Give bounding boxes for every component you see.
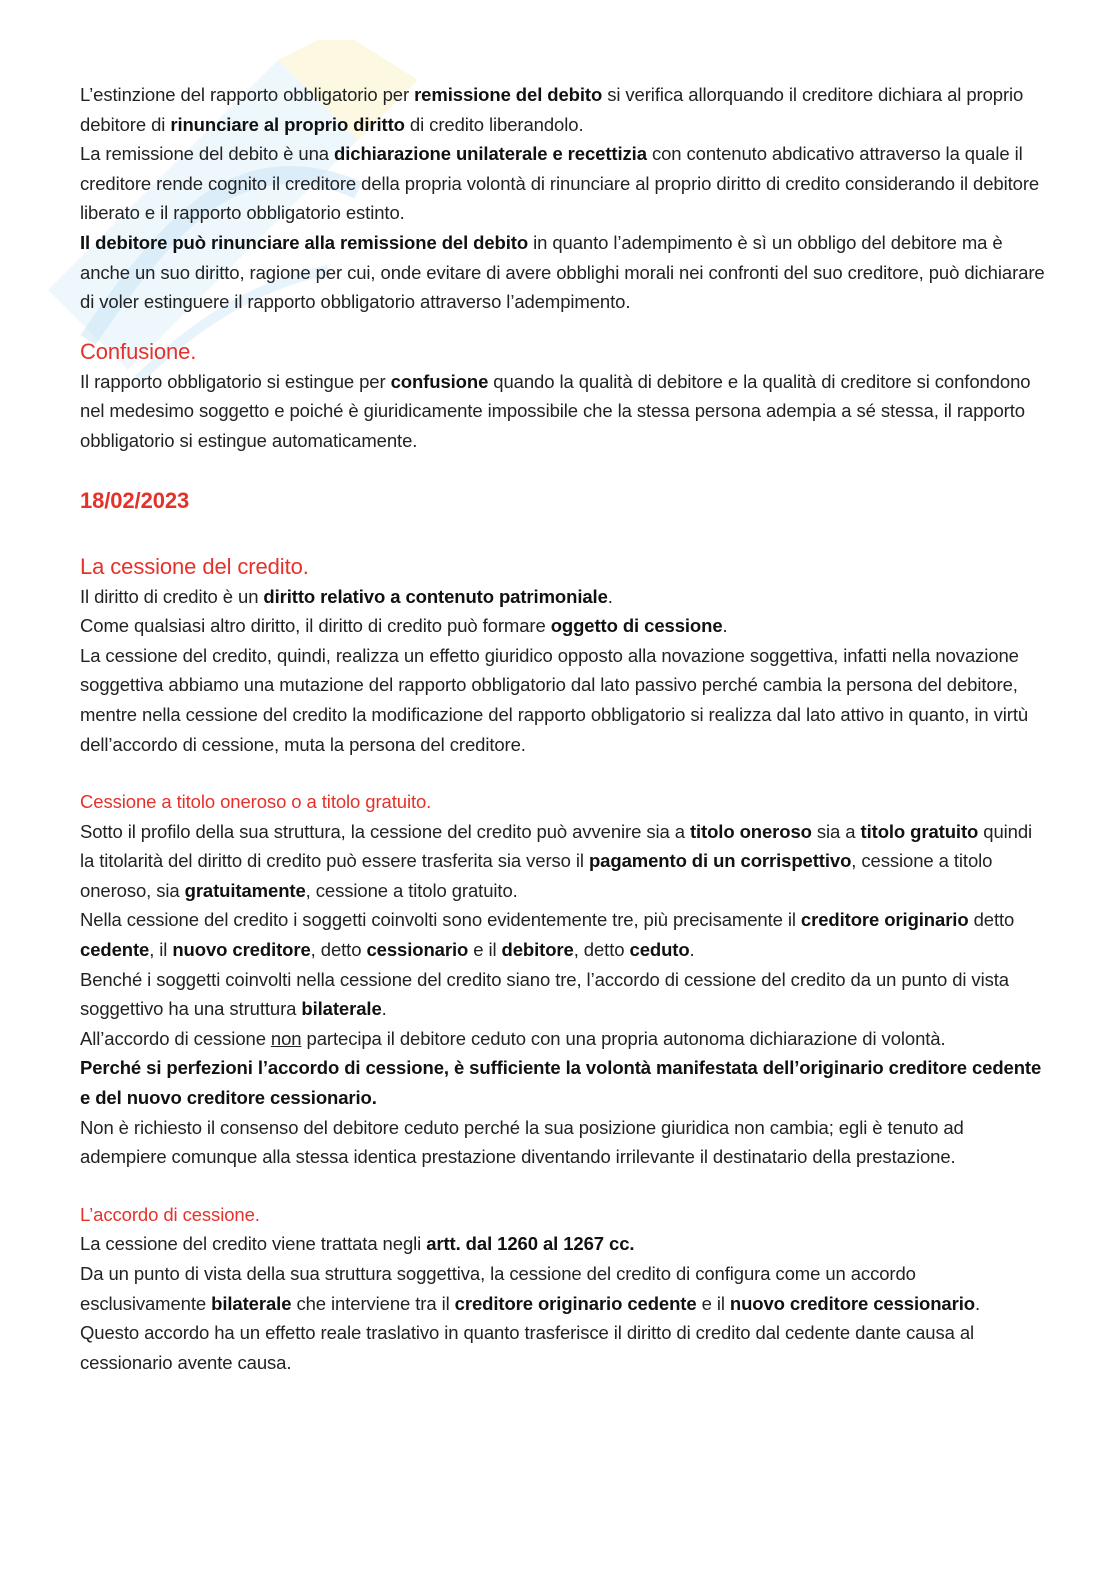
text-run: si verifica allorquando il creditore dichiara al proprio debitore di [80, 84, 1024, 135]
text-run: La cessione del credito viene trattata negli [80, 1233, 427, 1255]
paragraph-accordo-2 [80, 1259, 1046, 1318]
text-run: in quanto l’adempimento è sì un obbligo del debitore ma è anche un suo diritto, ragione per cui, onde evitare di avere obblighi morali nei confronti del suo creditore, può dichiarare di voler estinguere il rapporto obbligatorio attraverso l’adempimento. [80, 231, 1045, 313]
text-run: di credito liberandolo. [404, 113, 584, 135]
paragraph-remissione-1 [80, 80, 1046, 139]
bold-run: Perché si perfezioni l’accordo di cessione, è sufficiente la volontà manifestata dell’originario creditore cedente e del nuovo creditore cessionario. [80, 1057, 1042, 1109]
text-run: Questo accordo ha un effetto reale traslativo in quanto trasferisce il diritto di credito dal cedente dante causa al cessionario avente causa. [80, 1322, 975, 1373]
paragraph-titolo-6 [80, 1113, 1046, 1172]
paragraph-titolo-2 [80, 905, 1046, 964]
bold-run: titolo gratuito [860, 820, 979, 842]
bold-run: creditore originario cedente [454, 1292, 697, 1314]
bold-run: bilaterale [301, 998, 382, 1020]
text-run: . [974, 1292, 981, 1314]
text-run: quando la qualità di debitore e la qualità di creditore si confondono nel medesimo soggetto e poiché è giuridicamente impossibile che la stessa persona adempia a sé stessa, il rapporto obbligatorio si estingue automaticamente. [80, 370, 1031, 451]
paragraph-remissione-2 [80, 139, 1046, 228]
bold-run: cedente [80, 939, 150, 961]
bold-run: titolo oneroso [689, 820, 812, 842]
text-run: Non è richiesto il consenso del debitore ceduto perché la sua posizione giuridica non cambia; egli è tenuto ad adempiere comunque alla stessa identica prestazione diventando irrilevante il destinatario della prestazione. [80, 1116, 964, 1168]
bold-run: pagamento di un corrispettivo [588, 850, 852, 872]
paragraph-cessione-3 [80, 641, 1046, 759]
text-run: quindi la titolarità del diritto di credito può essere trasferita sia verso il [80, 820, 1033, 872]
text-run: . [607, 585, 613, 607]
bold-run: bilaterale [211, 1292, 292, 1314]
text-run: Sotto il profilo della sua struttura, la cessione del credito può avvenire sia a [80, 820, 690, 842]
text-run: detto [968, 909, 1015, 931]
bold-run: nuovo creditore [172, 939, 311, 961]
heading-accordo: L’accordo di cessione. [80, 1203, 260, 1225]
text-run: , detto [310, 939, 367, 961]
text-run: Il rapporto obbligatorio si estingue per [80, 370, 391, 392]
document-page [80, 80, 1046, 1377]
paragraph-titolo-5 [80, 1053, 1046, 1112]
underlined-run: non [270, 1027, 302, 1049]
text-run: , il [149, 939, 173, 961]
text-run: La remissione del debito è una [80, 143, 335, 165]
bold-run: gratuitamente [184, 879, 306, 901]
bold-run: rinunciare al proprio diritto [170, 113, 405, 135]
text-run: e il [468, 939, 502, 961]
text-run: All’accordo di cessione [80, 1027, 271, 1049]
paragraph-titolo-4 [80, 1024, 1046, 1054]
text-run: Da un punto di vista della sua struttura soggettiva, la cessione del credito di configura come un accordo esclusivamente [80, 1263, 916, 1314]
text-run: L’estinzione del rapporto obbligatorio per [80, 84, 415, 105]
text-run: . [722, 615, 728, 637]
bold-run: nuovo creditore cessionario [729, 1292, 975, 1314]
text-run: partecipa il debitore ceduto con una propria autonoma dichiarazione di volontà. [301, 1027, 946, 1049]
bold-run: artt. dal 1260 al 1267 cc. [426, 1233, 635, 1255]
bold-run: debitore [501, 939, 574, 961]
text-run: . [381, 998, 387, 1020]
paragraph-cessione-2 [80, 611, 1046, 641]
heading-titolo: Cessione a titolo oneroso o a titolo gratuito. [80, 791, 432, 813]
text-run: Come qualsiasi altro diritto, il diritto di credito può formare [80, 615, 551, 637]
paragraph-titolo-3 [80, 965, 1046, 1024]
bold-run: ceduto [629, 939, 690, 961]
text-run: , cessione a titolo oneroso, sia [80, 850, 993, 901]
paragraph-remissione-3 [80, 228, 1046, 317]
bold-run: oggetto di cessione [550, 615, 723, 637]
text-run: sia a [811, 820, 861, 842]
paragraph-cessione-1 [80, 582, 1046, 612]
text-run: Benché i soggetti coinvolti nella cessione del credito siano tre, l’accordo di cessione del credito da un punto di vista soggettivo ha una struttura [80, 968, 1009, 1020]
text-run: Nella cessione del credito i soggetti coinvolti sono evidentemente tre, più precisamente il [80, 909, 801, 931]
text-run: , cessione a titolo gratuito. [305, 879, 518, 901]
text-run: Il diritto di credito è un [80, 585, 264, 607]
paragraph-accordo-1 [80, 1229, 1046, 1259]
paragraph-confusione-1 [80, 367, 1046, 456]
heading-confusione: Confusione. [80, 338, 197, 364]
bold-run: creditore originario [800, 909, 969, 931]
text-run: che interviene tra il [291, 1292, 455, 1314]
text-run: e il [696, 1292, 730, 1314]
bold-run: Il debitore può rinunciare alla remissione del debito [80, 231, 529, 253]
text-run: , detto [573, 939, 630, 961]
bold-run: cessionario [366, 939, 469, 961]
text-run: con contenuto abdicativo attraverso la quale il creditore rende cognito il creditore della propria volontà di rinunciare al proprio diritto di credito considerando il debitore liberato e il rapporto obbligatorio estinto. [80, 143, 1040, 224]
heading-cessione: La cessione del credito. [80, 553, 309, 579]
date-heading: 18/02/2023 [80, 487, 190, 513]
bold-run: confusione [390, 370, 489, 392]
text-run: La cessione del credito, quindi, realizza un effetto giuridico opposto alla novazione soggettiva, infatti nella novazione soggettiva abbiamo una mutazione del rapporto obbligatorio dal lato passivo perché cambia la persona del debitore, mentre nella cessione del credito la modificazione del rapporto obbligatorio si realizza dal lato attivo in quanto, in virtù dell’accordo di cessione, muta la persona del creditore. [80, 644, 1029, 755]
text-run: . [689, 939, 695, 961]
paragraph-titolo-1 [80, 817, 1046, 906]
paragraph-accordo-3 [80, 1318, 1046, 1377]
bold-run: remissione del debito [414, 84, 603, 105]
bold-run: dichiarazione unilaterale e recettizia [334, 143, 647, 165]
bold-run: diritto relativo a contenuto patrimoniale [263, 585, 608, 607]
